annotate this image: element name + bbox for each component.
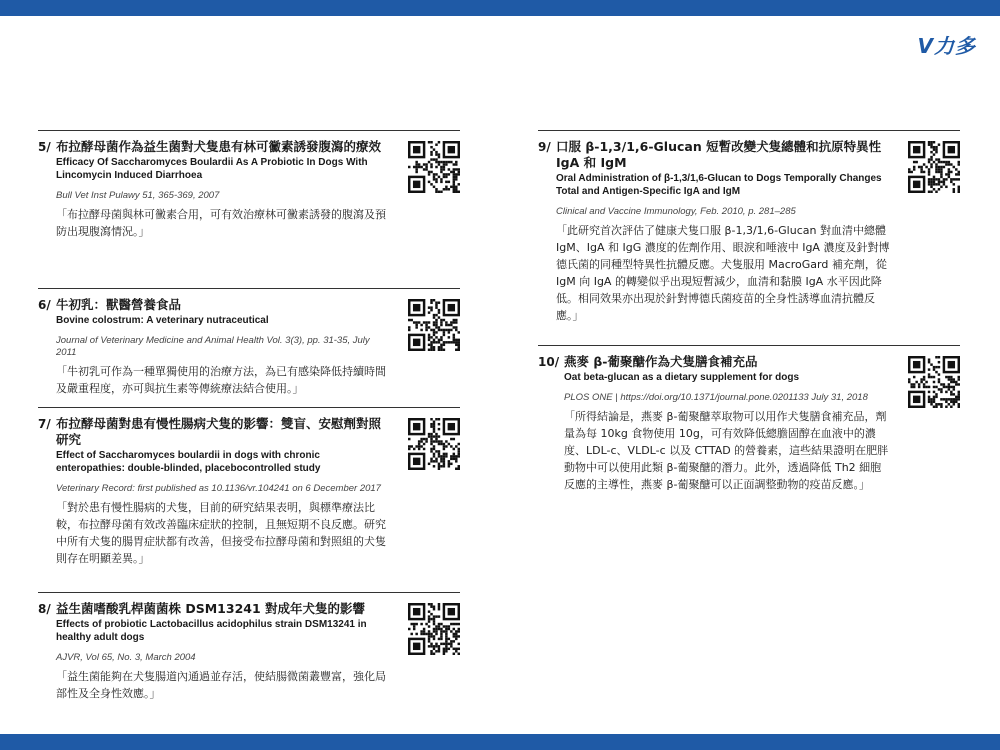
entry-en-title: Effect of Saccharomyces boulardii in dogs with chronic enteropathies: double-blinded, placebocontrolled study: [56, 450, 321, 474]
entry-en-title: Bovine colostrum: A veterinary nutraceutical: [56, 315, 269, 326]
entry-summary: 「牛初乳可作為一種單獨使用的治療方法，為已有感染降低持續時間及嚴重程度，亦可與抗生素等傳統療法結合使用。」: [56, 365, 386, 395]
entry-en-title: Efficacy Of Saccharomyces Boulardii As A Probiotic In Dogs With Lincomycin Induced Diarrhoea: [56, 157, 368, 181]
entry-zh-title: 牛初乳：獸醫營養食品: [56, 297, 182, 312]
entry-summary: 「此研究首次評估了健康犬隻口服 β-1,3/1,6-Glucan 對血清中總體 IgM、IgA 和 IgG 濃度的佐劑作用、眼淚和唾液中 IgA 濃度及針對博德氏菌的同種型特異性抗體反應。犬隻服用 MacroGard 補充劑，從 IgM 向 IgA 的轉變似乎出現短暫減少，血清和黏膜 IgA 水平因此降低。相同效果亦出現於針對博德氏菌疫苗的全身性誘導血清抗體反應。」: [556, 224, 890, 322]
qr-code-icon[interactable]: [408, 141, 460, 193]
reference-entry: [38, 407, 460, 567]
qr-code-icon[interactable]: [908, 141, 960, 193]
reference-entry: [538, 345, 960, 493]
entry-zh-title: 口服 β-1,3/1,6-Glucan 短暫改變犬隻總體和抗原特異性 IgA 和 IgM: [556, 139, 882, 170]
entry-citation: PLOS ONE | https://doi.org/10.1371/journal.pone.0201133 July 31, 2018: [564, 392, 868, 403]
entry-number: 5/: [38, 140, 51, 154]
reference-entry: [538, 130, 960, 324]
entry-zh-title: 布拉酵母菌對患有慢性腸病犬隻的影響：雙盲、安慰劑對照研究: [56, 416, 382, 447]
entry-number: 9/: [538, 140, 551, 154]
entry-citation: Journal of Veterinary Medicine and Animal Health Vol. 3(3), pp. 31-35, July 2011: [56, 335, 370, 358]
entry-en-title: Effects of probiotic Lactobacillus acidophilus strain DSM13241 in healthy adult dogs: [56, 619, 367, 643]
entry-summary: 「布拉酵母菌與林可黴素合用，可有效治療林可黴素誘發的腹瀉及預防出現腹瀉情況。」: [56, 208, 386, 238]
entry-citation: Veterinary Record: first published as 10.1136/vr.104241 on 6 December 2017: [56, 483, 381, 494]
entry-zh-title: 益生菌嗜酸乳桿菌菌株 DSM13241 對成年犬隻的影響: [56, 601, 366, 616]
brand-logo: V力多: [917, 34, 976, 58]
entry-en-title: Oat beta-glucan as a dietary supplement for dogs: [564, 372, 800, 383]
entry-number: 8/: [38, 602, 51, 616]
entry-summary: 「對於患有慢性腸病的犬隻，目前的研究結果表明，與標準療法比較，布拉酵母菌有效改善臨床症狀的控制，且無短期不良反應。研究中所有犬隻的腸胃症狀都有改善，但接受布拉酵母菌和對照組的犬隻則存在明顯差異。」: [56, 501, 386, 565]
entry-number: 10/: [538, 355, 560, 369]
reference-entry: [38, 130, 460, 240]
entry-citation: Bull Vet Inst Pulawy 51, 365-369, 2007: [56, 190, 220, 201]
top-accent-bar: [0, 0, 1000, 16]
entry-number: 6/: [38, 298, 51, 312]
qr-code-icon[interactable]: [408, 299, 460, 351]
entry-citation: AJVR, Vol 65, No. 3, March 2004: [56, 652, 196, 663]
bottom-accent-bar: [0, 734, 1000, 750]
entry-citation: Clinical and Vaccine Immunology, Feb. 2010, p. 281–285: [556, 206, 796, 217]
qr-code-icon[interactable]: [908, 356, 960, 408]
entry-zh-title: 燕麥 β-葡聚醣作為犬隻膳食補充品: [564, 354, 758, 369]
reference-entry: [38, 288, 460, 397]
reference-entry: [38, 592, 460, 702]
entry-summary: 「益生菌能夠在犬隻腸道內通過並存活，使結腸微菌叢豐富，強化局部性及全身性效應。」: [56, 670, 386, 700]
qr-code-icon[interactable]: [408, 603, 460, 655]
entry-en-title: Oral Administration of β-1,3/1,6-Glucan to Dogs Temporally Changes Total and Antigen-Specific IgA and IgM: [556, 173, 882, 197]
qr-code-icon[interactable]: [408, 418, 460, 470]
entry-zh-title: 布拉酵母菌作為益生菌對犬隻患有林可黴素誘發腹瀉的療效: [56, 139, 382, 154]
entry-summary: 「所得結論是，燕麥 β-葡聚醣萃取物可以用作犬隻膳食補充品，劑量為每 10kg 食物使用 10g，可有效降低總膽固醇在血液中的濃度、LDL-c、VLDL-c 以及 CTTAD 的營養素，這些結果證明在肥胖動物中可以使用此類 β-葡聚醣的潛力。此外，透過降低 Th2 細胞反應的主導性，燕麥 β-葡聚醣可以正面調整動物的疫苗反應。」: [564, 410, 889, 491]
entry-number: 7/: [38, 417, 51, 431]
